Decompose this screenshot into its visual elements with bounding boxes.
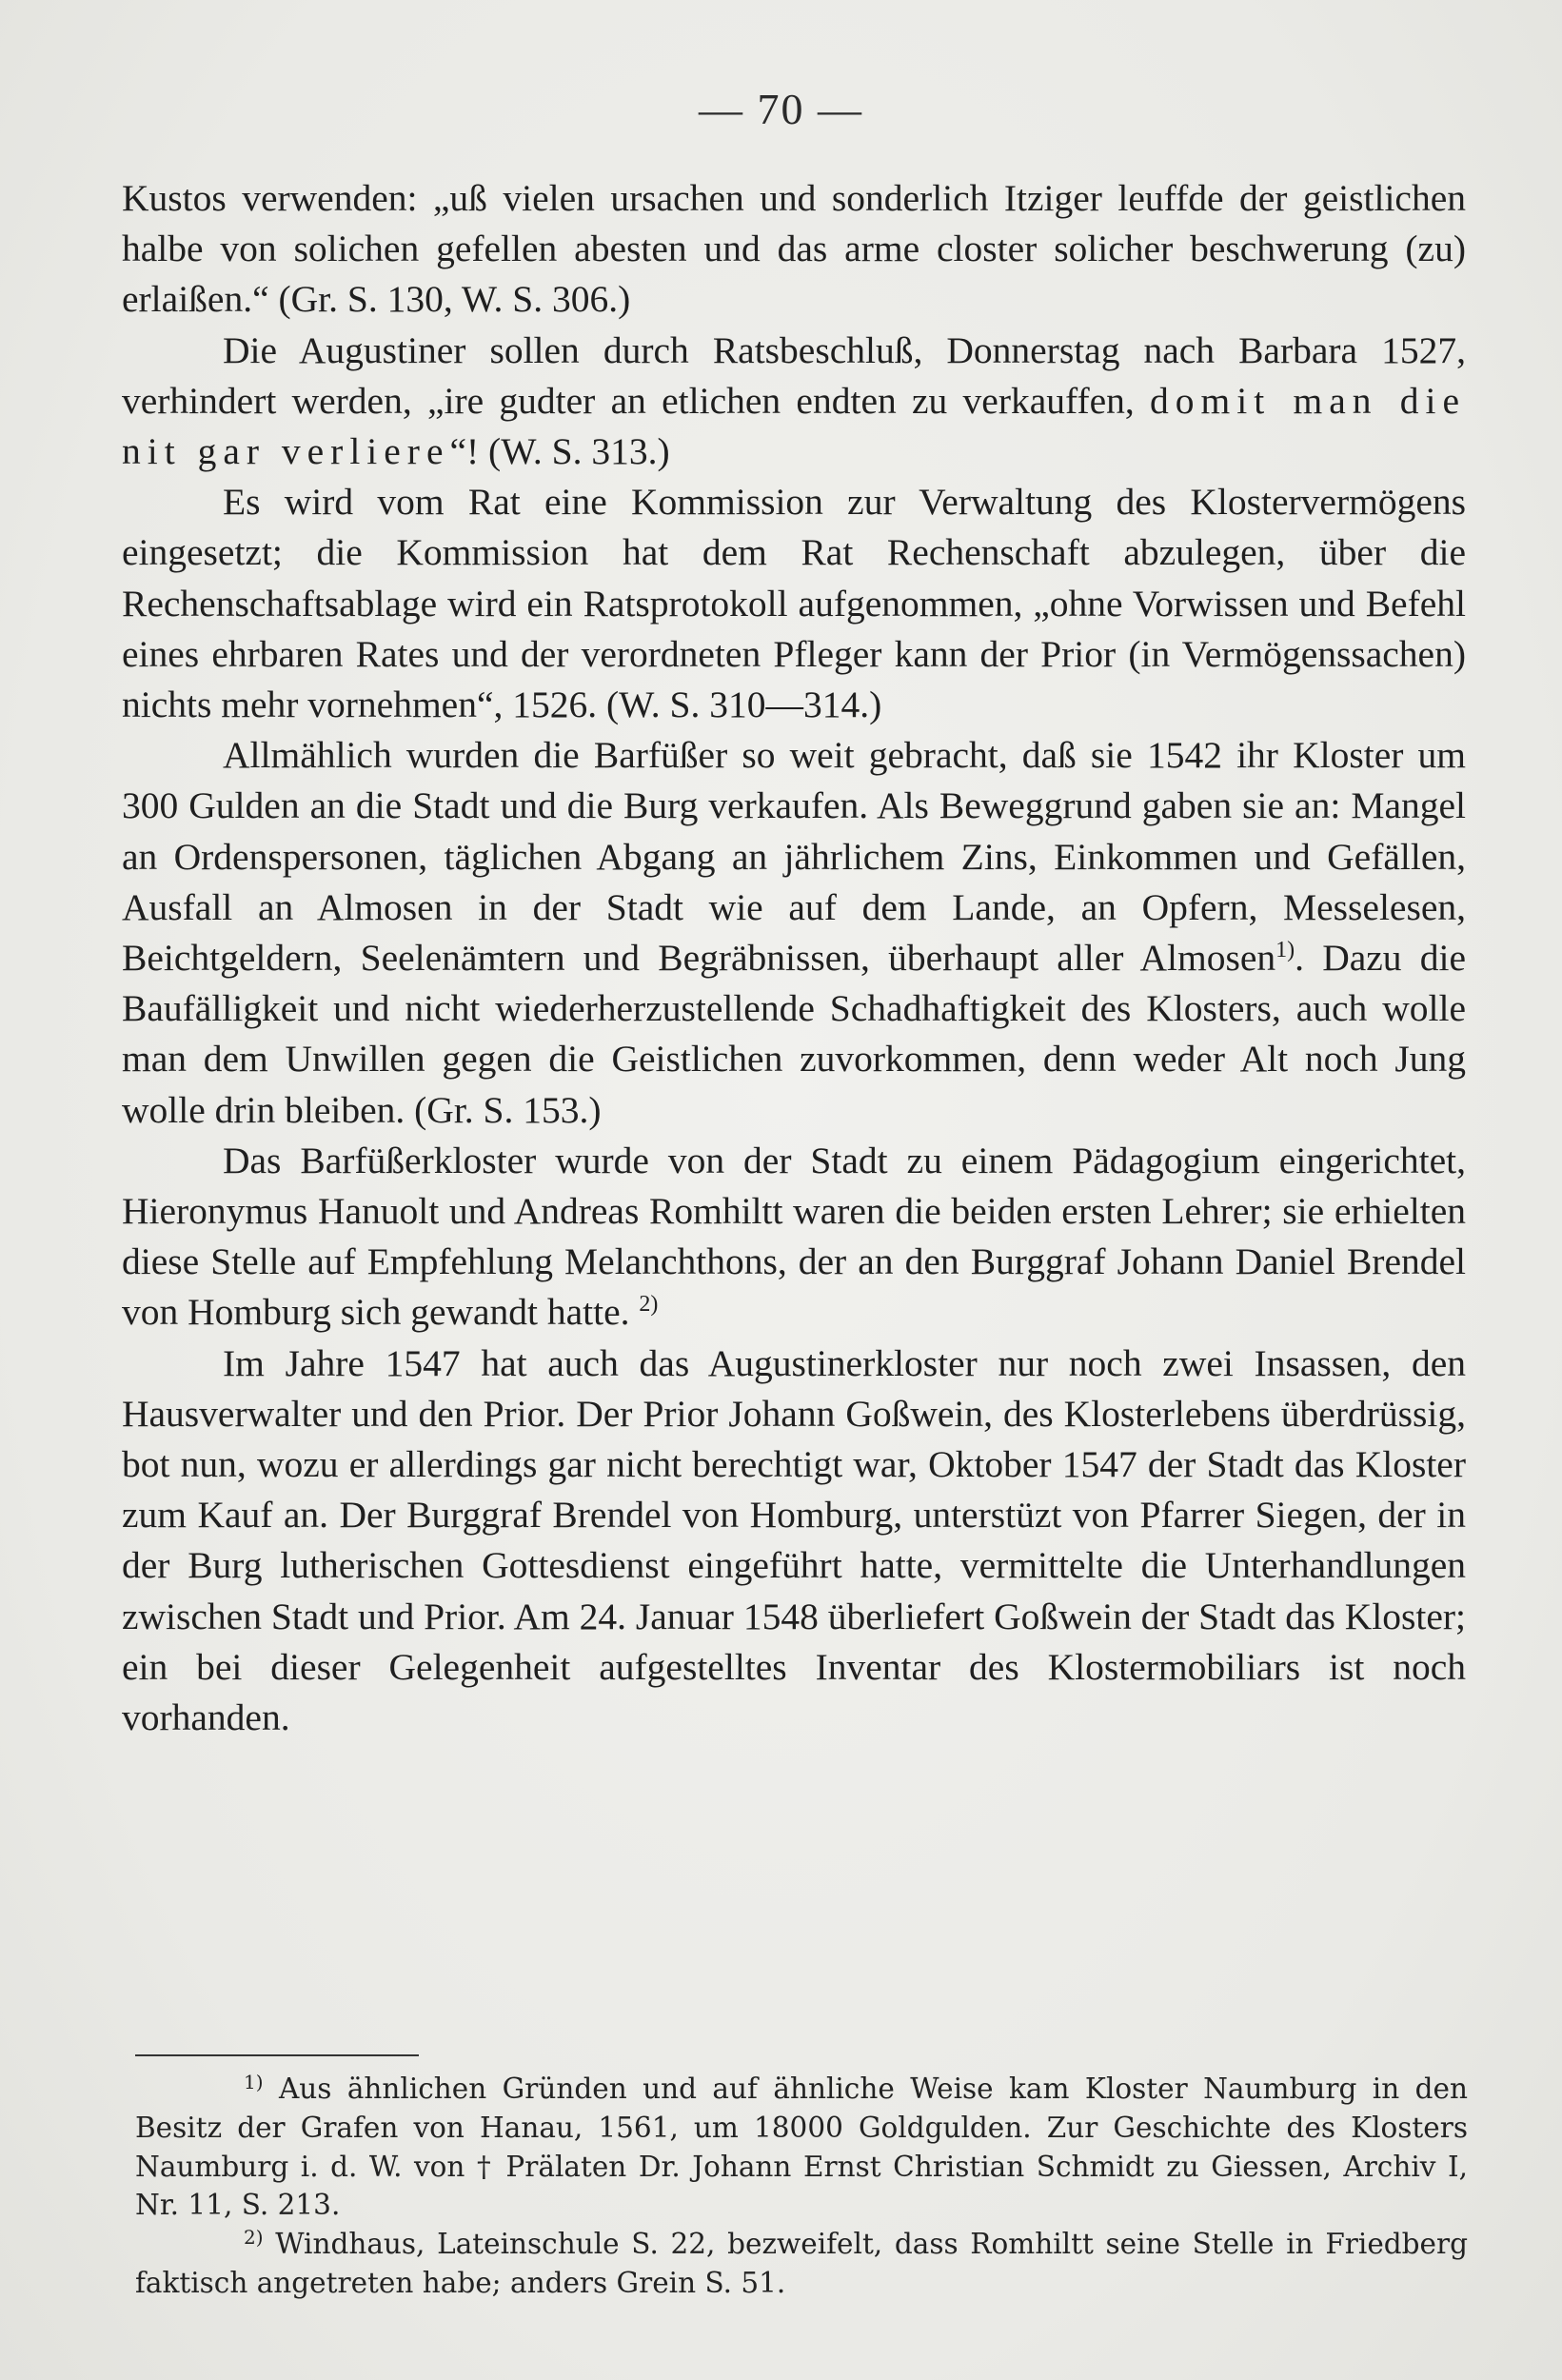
paragraph-2-text: Die Augustiner sollen durch Ratsbeschluß, Donnerstag nach Barbara 1527, verhindert werden, „ire gudter an etlichen endten zu verkauffen, — [122, 328, 1466, 422]
paragraph-2 — [122, 326, 1466, 478]
footnote-2-mark: 2) — [244, 2226, 264, 2250]
footnote-ref-2: 2) — [639, 1292, 659, 1318]
footnote-ref-1: 1) — [1275, 938, 1295, 963]
footnote-1-mark: 1) — [244, 2071, 264, 2093]
footnote-1 — [135, 2070, 1468, 2225]
paragraph-4-tail: . Dazu die Baufälligkeit und nicht wiederherzustellende Schadhaftigkeit des Klosters, auch wolle man dem Unwillen gegen die Geistlichen zuvorkommen, denn weder Alt noch Jung wolle drin bleiben. (Gr. S. 153.) — [122, 937, 1466, 1131]
spaced-quote: domit man die nit gar verliere — [122, 379, 1466, 473]
body-text — [122, 173, 1466, 1743]
paragraph-5-text: Das Barfüßerkloster wurde von der Stadt zu einem Pädagogium eingerichtet, Hieronymus Hanuolt und Andreas Romhiltt waren die beiden ersten Lehrer; sie erhielten diese Stelle auf Empfehlung Melanchthons, der an den Burggraf Johann Daniel Brendel von Homburg sich gewandt hatte. — [122, 1139, 1466, 1334]
paragraph-4 — [122, 730, 1466, 1136]
footnote-divider — [135, 2054, 419, 2056]
paragraph-5 — [122, 1136, 1466, 1339]
paragraph-2-tail: “! (W. S. 313.) — [449, 430, 670, 473]
paragraph-6: Im Jahre 1547 hat auch das Augustinerkloster nur noch zwei Insassen, den Hausverwalter und den Prior. Der Prior Johann Goßwein, des Klosterlebens überdrüssig, bot nun, wozu er allerdings gar nicht berechtigt war, Oktober 1547 der Stadt das Kloster zum Kauf an. Der Burggraf Brendel von Homburg, unterstüzt von Pfarrer Siegen, der in der Burg lutherischen Gottesdienst eingeführt hatte, vermittelte die Unterhandlungen zwischen Stadt und Prior. Am 24. Januar 1548 überliefert Goßwein der Stadt das Kloster; ein bei dieser Gelegenheit aufgestelltes Inventar des Klostermobiliars ist noch vorhanden. — [122, 1341, 1466, 1739]
footnote-2-text: Windhaus, Lateinschule S. 22, bezweifelt, dass Romhiltt seine Stelle in Friedberg faktisch angetreten habe; anders Grein S. 51. — [135, 2228, 1468, 2299]
footnote-1-text: Aus ähnlichen Gründen und auf ähnliche Weise kam Kloster Naumburg in den Besitz der Grafen von Hanau, 1561, um 18000 Goldgulden. Zur Geschichte des Klosters Naumburg i. d. W. von † Prälaten Dr. Johann Ernst Christian Schmidt zu Giessen, Archiv I, Nr. 11, S. 213. — [135, 2073, 1468, 2222]
paragraph-1: Kustos verwenden: „uß vielen ursachen und sonderlich Itziger leuffde der geistlichen halbe von solichen gefellen abesten und das arme closter solicher beschwerung (zu) erlaißen.“ (Gr. S. 130, W. S. 306.) — [122, 177, 1466, 321]
page-number: — 70 — — [699, 85, 863, 133]
footnote-2 — [135, 2225, 1468, 2303]
paragraph-3: Es wird vom Rat eine Kommission zur Verwaltung des Klostervermögens eingesetzt; die Kommission hat dem Rat Rechenschaft abzulegen, über die Rechenschaftsablage wird ein Ratsprotokoll aufgenommen, „ohne Vorwissen und Befehl eines ehrbaren Rates und der verordneten Pfleger kann der Prior (in Vermögenssachen) nichts mehr vornehmen“, 1526. (W. S. 310—314.) — [122, 481, 1466, 726]
footnotes — [135, 2070, 1468, 2303]
paragraph-4-text: Allmählich wurden die Barfüßer so weit gebracht, daß sie 1542 ihr Kloster um 300 Gulden an die Stadt und die Burg verkaufen. Als Beweggrund gaben sie an: Mangel an Ordenspersonen, täglichen Abgang an jährlichem Zins, Einkommen und Gefällen, Ausfall an Almosen in der Stadt wie auf dem Lande, an Opfern, Messelesen, Beichtgeldern, Seelenämtern und Begräbnissen, überhaupt aller Almosen — [122, 734, 1466, 980]
